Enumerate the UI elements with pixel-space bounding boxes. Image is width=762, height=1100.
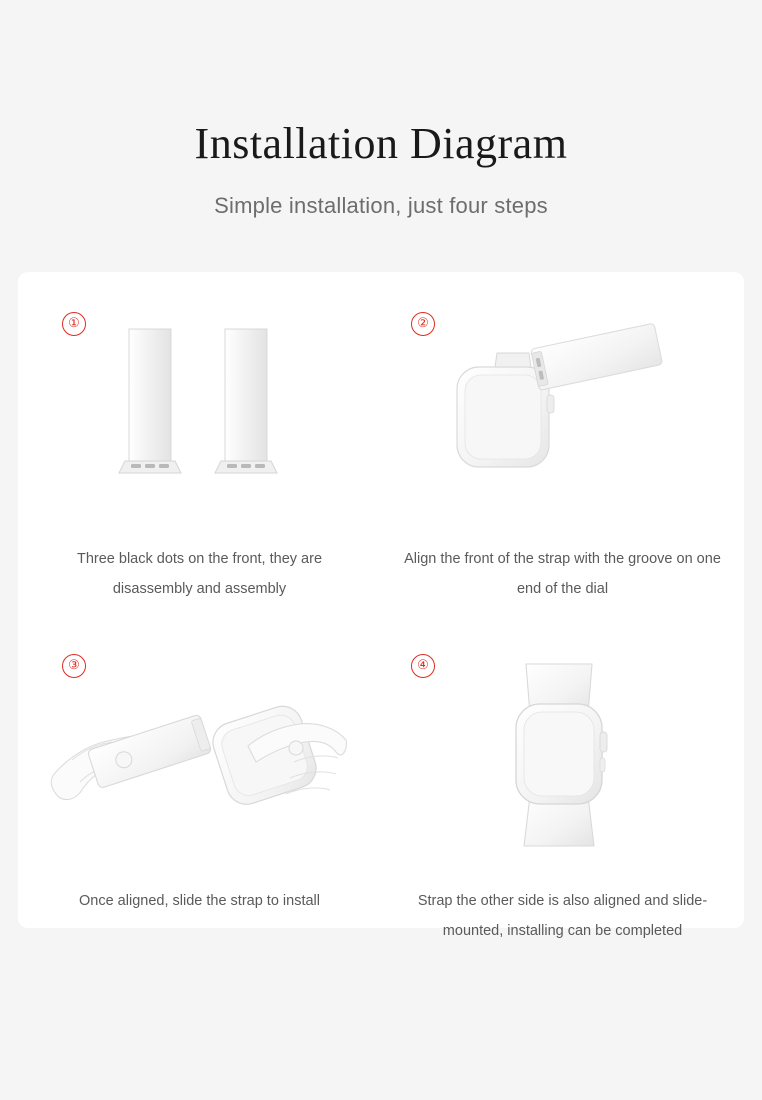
step-3: [18, 614, 381, 956]
page-title: Installation Diagram: [194, 119, 568, 168]
step-3-number: ③: [62, 654, 86, 678]
step-2-illustration: [443, 308, 683, 518]
step-2: [381, 272, 744, 614]
page-header: [0, 0, 762, 219]
step-4-illustration: [488, 650, 638, 860]
step-4: [381, 614, 744, 956]
hands-sliding-strap-icon: [50, 670, 350, 840]
step-1-number: ①: [62, 312, 86, 336]
two-strap-ends-icon: [85, 323, 315, 503]
step-1-illustration: [85, 308, 315, 518]
watch-case-groove-icon: [443, 323, 683, 503]
step-2-caption: Align the front of the strap with the groove on one end of the dial: [404, 551, 721, 597]
step-4-number: ④: [411, 654, 435, 678]
steps-card: [18, 272, 744, 939]
page-subtitle: Simple installation, just four steps: [214, 192, 548, 218]
step-4-caption: Strap the other side is also aligned and slide-mounted, installing can be completed: [417, 893, 708, 939]
step-3-illustration: [50, 650, 350, 860]
steps-grid: [18, 272, 744, 939]
step-1: [18, 272, 381, 614]
step-3-caption: Once aligned, slide the strap to install: [79, 893, 320, 909]
step-1-caption: Three black dots on the front, they are disassembly and assembly: [76, 551, 323, 597]
step-2-number: ②: [411, 312, 435, 336]
assembled-watch-icon: [488, 660, 638, 850]
